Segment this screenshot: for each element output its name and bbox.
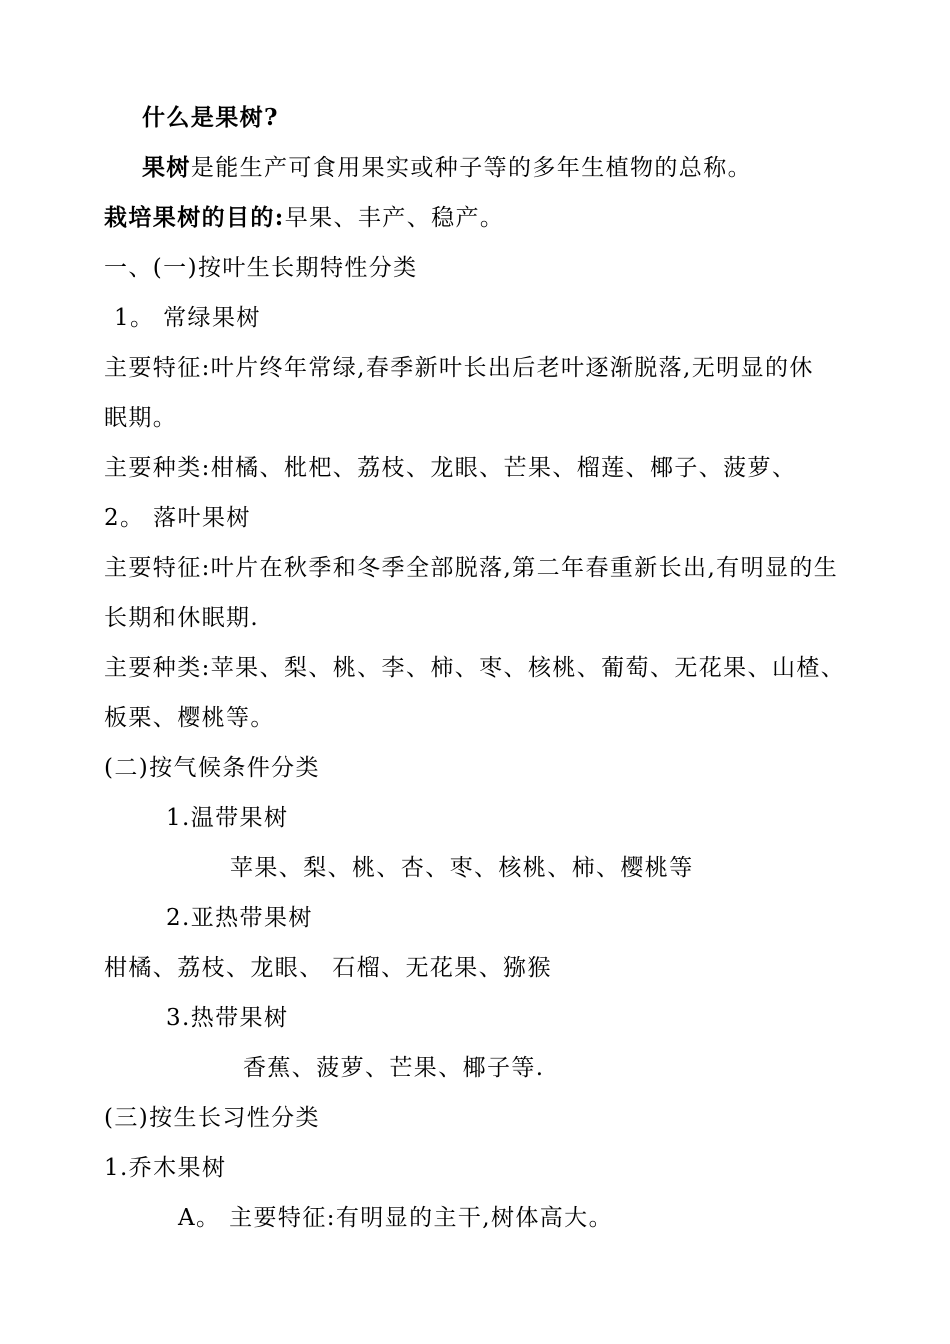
tropical-species: 香蕉、菠萝、芒果、椰子等. — [243, 1055, 545, 1081]
deciduous-species-line2: 板栗、樱桃等。 — [104, 705, 275, 731]
arbor-feature: A。 主要特征:有明显的主干,树体高大。 — [178, 1205, 613, 1231]
arbor-heading: 1.乔木果树 — [104, 1155, 227, 1181]
definition-paragraph — [142, 143, 950, 193]
deciduous-species-line1: 主要种类:苹果、梨、桃、李、柿、枣、核桃、葡萄、无花果、山楂、 — [104, 655, 846, 681]
definition-text: 是能生产可食用果实或种子等的多年生植物的总称。 — [190, 155, 753, 181]
section1-heading: 一、(一)按叶生长期特性分类 — [104, 255, 418, 281]
subtropical-species: 柑橘、荔枝、龙眼、 石榴、无花果、猕猴 — [104, 955, 552, 981]
purpose-paragraph — [104, 193, 914, 243]
definition-term: 果树 — [142, 154, 191, 181]
subtropical-heading: 2.亚热带果树 — [166, 905, 313, 931]
evergreen-heading: 1。 常绿果树 — [114, 305, 261, 331]
evergreen-features-line1: 主要特征:叶片终年常绿,春季新叶长出后老叶逐渐脱落,无明显的休 — [104, 355, 814, 381]
deciduous-features-line2: 长期和休眠期. — [104, 605, 260, 631]
tropical-heading: 3.热带果树 — [166, 1005, 289, 1031]
purpose-label: 栽培果树的目的: — [104, 204, 285, 231]
section3-heading: (三)按生长习性分类 — [104, 1105, 320, 1131]
deciduous-features-line1: 主要特征:叶片在秋季和冬季全部脱落,第二年春重新长出,有明显的生 — [104, 555, 839, 581]
evergreen-species: 主要种类:柑橘、枇杷、荔枝、龙眼、芒果、榴莲、椰子、菠萝、 — [104, 455, 797, 481]
title: 什么是果树? — [142, 104, 279, 131]
purpose-text: 早果、丰产、稳产。 — [284, 205, 505, 231]
deciduous-heading: 2。 落叶果树 — [104, 505, 251, 531]
evergreen-features-line2: 眠期。 — [104, 405, 178, 431]
section2-heading: (二)按气候条件分类 — [104, 755, 320, 781]
temperate-species: 苹果、梨、桃、杏、枣、核桃、柿、樱桃等 — [230, 855, 694, 881]
temperate-heading: 1.温带果树 — [166, 805, 289, 831]
